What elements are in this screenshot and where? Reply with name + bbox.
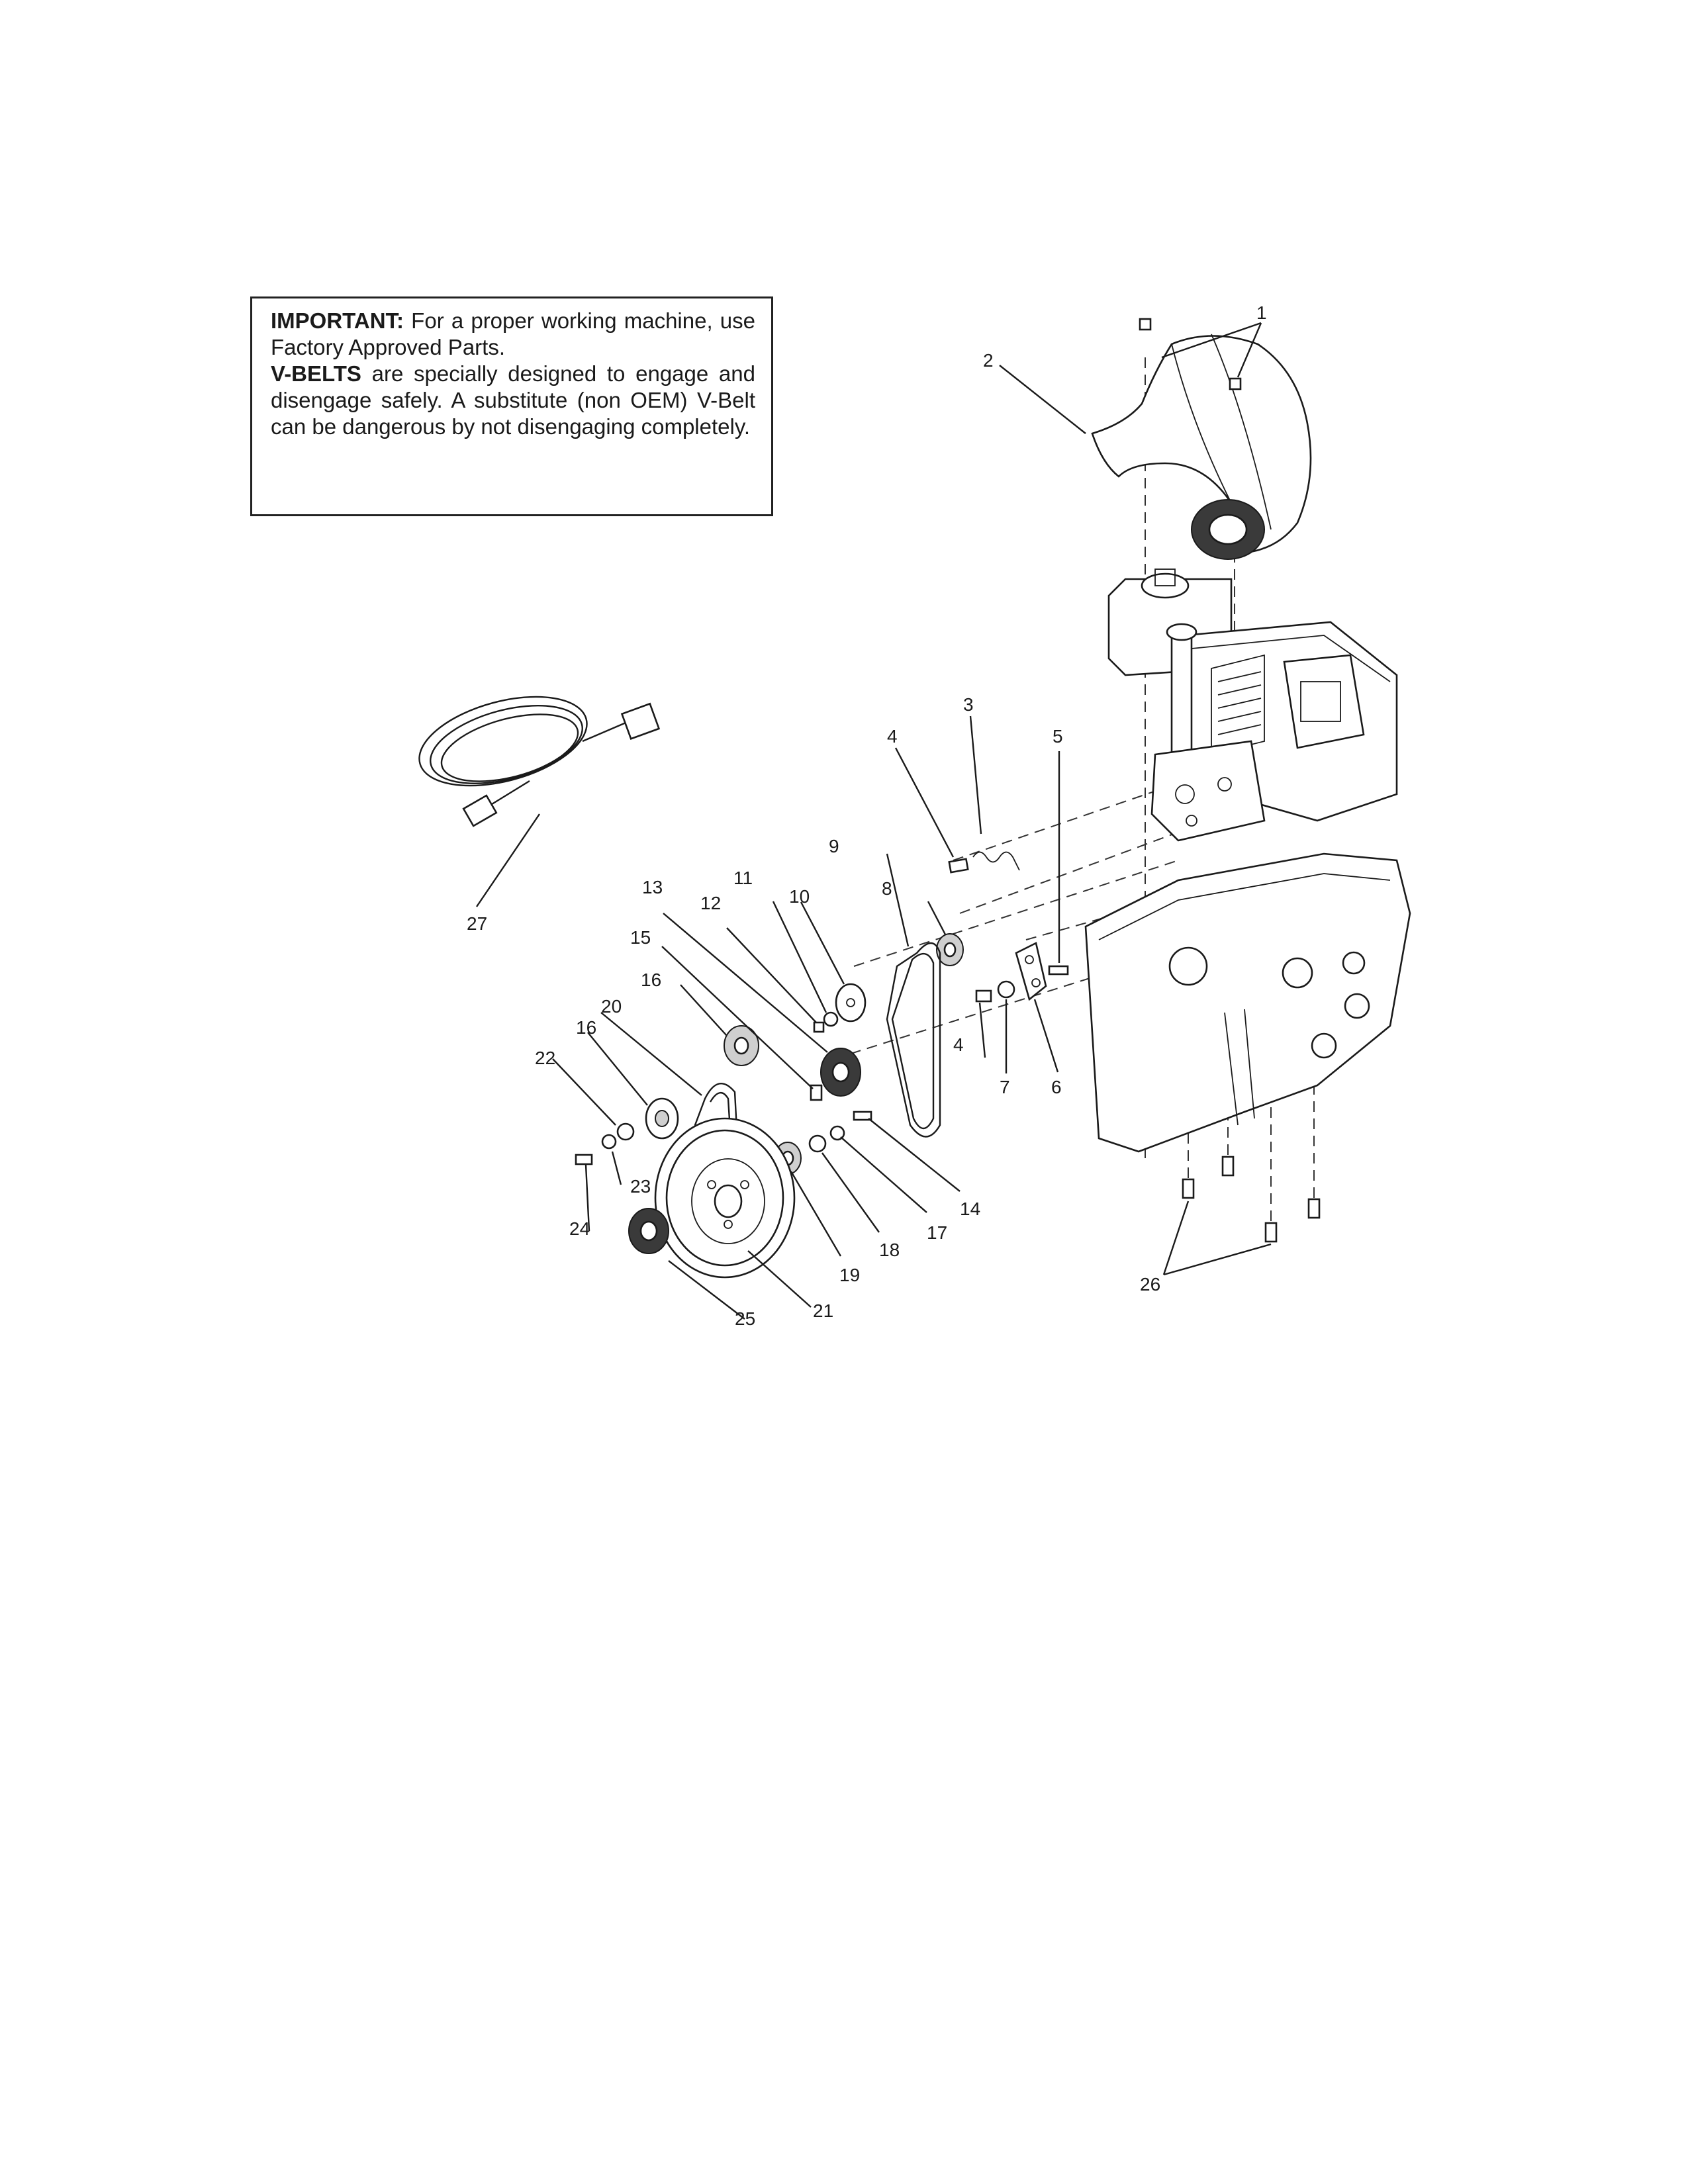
auger-pulley-21	[655, 1118, 794, 1277]
callout-2: 2	[983, 350, 994, 371]
callout-21: 21	[813, 1300, 834, 1321]
bolt-5	[1049, 966, 1068, 974]
shoulder-bolt	[949, 859, 968, 872]
bolt-26a	[1183, 1179, 1194, 1198]
v-belt-9	[887, 943, 940, 1137]
pulley-half-10	[836, 984, 865, 1021]
washer-11	[824, 1013, 837, 1026]
callout-1: 1	[1256, 302, 1267, 323]
important-text: For a proper working machine, use Factory Approved Parts.	[271, 308, 755, 359]
callout-20: 20	[601, 996, 622, 1017]
spring	[973, 852, 1019, 871]
screw-1b	[1230, 379, 1241, 389]
bolt-26c	[1223, 1157, 1233, 1175]
callout-11: 11	[733, 868, 753, 888]
callout-18: 18	[879, 1240, 900, 1260]
callout-3: 3	[963, 694, 974, 715]
callout-15: 15	[630, 927, 651, 948]
callout-14: 14	[960, 1199, 981, 1219]
bolt-24	[576, 1155, 592, 1164]
callout-5: 5	[1053, 726, 1063, 747]
callout-7: 7	[1000, 1077, 1010, 1097]
washer-18	[810, 1136, 825, 1152]
crankcase	[1152, 741, 1264, 841]
callout-22: 22	[535, 1048, 556, 1068]
screw-1a	[1140, 319, 1150, 330]
extension-cord	[410, 680, 659, 826]
idler-bracket	[1016, 943, 1046, 999]
callout-17: 17	[927, 1222, 948, 1243]
important-label: IMPORTANT:	[271, 308, 404, 333]
engine-assembly	[1086, 334, 1410, 1152]
leader-lines	[477, 323, 1271, 1319]
callout-10: 10	[789, 886, 810, 907]
callout-25: 25	[735, 1308, 756, 1329]
nut-12	[814, 1023, 823, 1032]
callout-16: 16	[641, 970, 662, 990]
bolt-4b	[976, 991, 991, 1001]
callout-13: 13	[642, 877, 663, 897]
callout-23: 23	[630, 1176, 651, 1197]
callout-4: 4	[887, 726, 898, 747]
callout-24: 24	[569, 1218, 590, 1239]
washer-23	[602, 1135, 616, 1148]
muffler	[1284, 655, 1364, 748]
bolt-26d	[1309, 1199, 1319, 1218]
washer-7	[998, 981, 1014, 997]
bolt-26b	[1266, 1223, 1276, 1242]
callout-4b: 4	[953, 1034, 964, 1055]
callout-27: 27	[467, 913, 488, 934]
callout-16b: 16	[576, 1017, 597, 1038]
vbelts-label: V-BELTS	[271, 361, 361, 386]
callout-26: 26	[1140, 1274, 1161, 1295]
vbelts-text: are specially designed to engage and disengage safely. A substitute (non OEM) V-Belt can be dangerous by not disengaging completely.	[271, 361, 755, 439]
callout-9: 9	[829, 836, 839, 856]
washer-22	[618, 1124, 633, 1140]
callout-12: 12	[700, 893, 722, 913]
callout-19: 19	[839, 1265, 861, 1285]
callout-6: 6	[1051, 1077, 1062, 1097]
callout-8: 8	[882, 878, 892, 899]
oil-fill-tube	[1172, 635, 1192, 761]
